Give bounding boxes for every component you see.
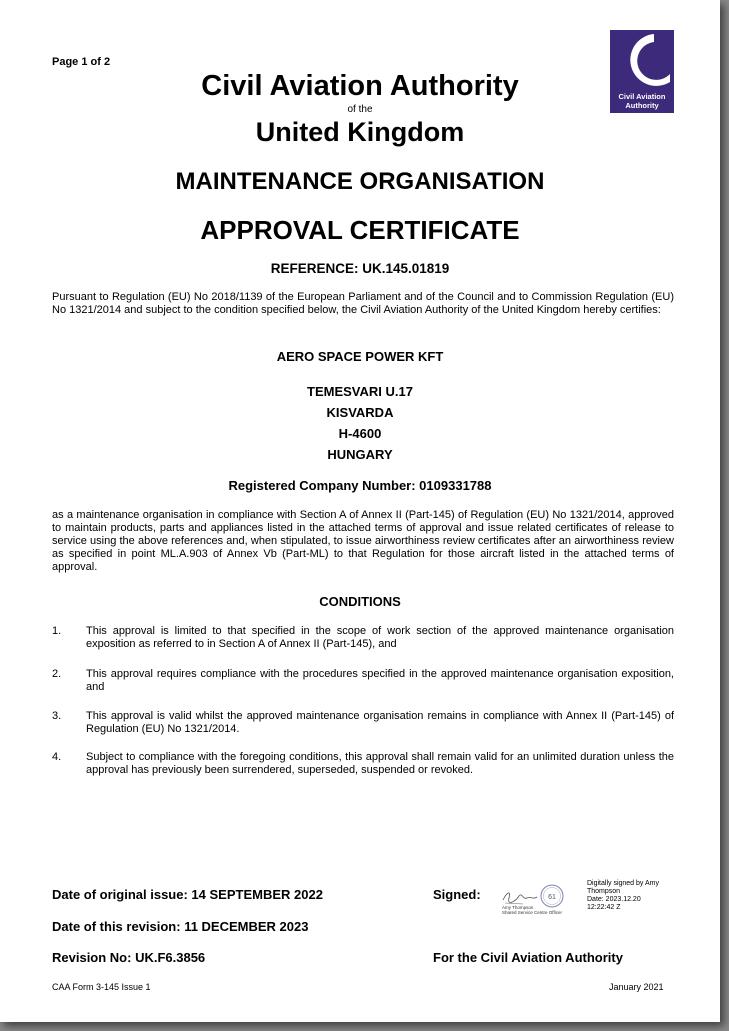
- revision-number: Revision No: UK.F6.3856: [52, 950, 206, 965]
- for-authority: For the Civil Aviation Authority: [433, 950, 623, 965]
- registered-company-number: Registered Company Number: 0109331788: [228, 478, 492, 493]
- address-line: KISVARDA: [326, 405, 394, 420]
- stamp-number: 61: [548, 894, 556, 901]
- address-line: HUNGARY: [327, 447, 393, 462]
- condition-text: This approval is limited to that specified in the scope of work section of the approved maintenance organisation exposition as referred to in Section A of Annex II (Part-145), and: [86, 625, 674, 650]
- signatory-name: Amy Thompson: [502, 905, 534, 910]
- logo-text-line: Civil Aviation: [618, 92, 666, 101]
- digital-signature-line: Digitally signed by Amy: [587, 880, 659, 887]
- country-title: United Kingdom: [255, 117, 465, 147]
- digital-signature-line: Date: 2023.12.20: [587, 896, 641, 903]
- conditions-heading: CONDITIONS: [319, 594, 401, 609]
- organisation-name: AERO SPACE POWER KFT: [276, 349, 444, 364]
- condition-number: 4.: [52, 751, 62, 763]
- form-number: CAA Form 3-145 Issue 1: [52, 982, 151, 992]
- page-number: Page 1 of 2: [52, 56, 111, 68]
- address-line: TEMESVARI U.17: [307, 384, 413, 399]
- of-the-text: of the: [347, 104, 373, 115]
- condition-text: Subject to compliance with the foregoing conditions, this approval shall remain valid for an unlimited duration unless the approval has previously been surrendered, superseded, suspended or revoked.: [86, 751, 674, 776]
- intro-paragraph: Pursuant to Regulation (EU) No 2018/1139 of the European Parliament and of the Council and to Commission Regulation (EU) No 1321/2014 and subject to the condition specified below, the Civil Aviation Authority of the United Kingdom hereby certifies:: [52, 291, 674, 316]
- condition-number: 3.: [52, 710, 62, 722]
- revision-date: Date of this revision: 11 DECEMBER 2023: [52, 919, 309, 934]
- condition-number: 2.: [52, 668, 62, 680]
- form-date: January 2021: [609, 982, 664, 992]
- digital-signature-block: [587, 880, 677, 912]
- authority-title: Civil Aviation Authority: [201, 70, 519, 102]
- reference-number: REFERENCE: UK.145.01819: [270, 261, 450, 276]
- original-issue-date: Date of original issue: 14 SEPTEMBER 2022: [52, 887, 323, 902]
- organisation-address: [0, 381, 720, 465]
- certificate-title-line2: APPROVAL CERTIFICATE: [200, 215, 520, 245]
- logo-text-line: Authority: [625, 101, 659, 110]
- condition-text: This approval is valid whilst the approved maintenance organisation remains in compliance with Annex II (Part-145) of Regulation (EU) No 1321/2014.: [86, 710, 674, 735]
- signatory-role: Shared Service Centre Officer: [502, 910, 562, 915]
- certificate-title-line1: MAINTENANCE ORGANISATION: [175, 168, 545, 195]
- digital-signature-line: 12:22:42 Z: [587, 904, 621, 911]
- approval-paragraph: as a maintenance organisation in compliance with Section A of Annex II (Part-145) of Regulation (EU) No 1321/2014, approved to maintain products, parts and appliances listed in the attached terms of approval and issue related certificates of release to service using the above references and, when stipulated, to issue airworthiness review certificates after an airworthiness review as specified in point ML.A.903 of Annex Vb (Part-ML) to that Regulation for those aircraft listed in the attached terms of approval.: [52, 509, 674, 573]
- condition-text: This approval requires compliance with the procedures specified in the approved maintenance organisation exposition, and: [86, 668, 674, 693]
- condition-number: 1.: [52, 625, 62, 637]
- address-line: H-4600: [338, 426, 382, 441]
- signatory-block: [502, 905, 562, 915]
- digital-signature-line: Thompson: [587, 888, 621, 895]
- signed-label: Signed:: [433, 887, 481, 902]
